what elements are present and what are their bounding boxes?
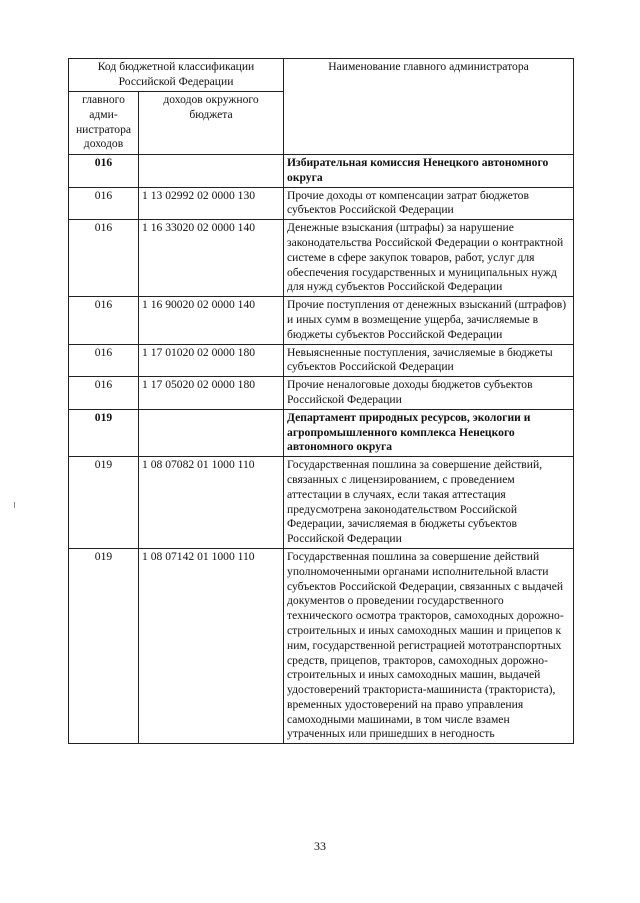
income-code-cell: 1 13 02992 02 0000 130	[139, 187, 284, 220]
income-code-cell: 1 08 07142 01 1000 110	[139, 548, 284, 743]
income-code-cell	[139, 155, 284, 188]
admin-code-cell: 016	[69, 155, 139, 188]
header-group-cell: Код бюджетной классификации Российской Федерации	[69, 59, 284, 92]
table-row	[69, 187, 574, 220]
table-row	[69, 457, 574, 549]
header-name-cell: Наименование главного администратора	[284, 59, 574, 155]
income-name-cell: Денежные взыскания (штрафы) за нарушение законодательства Российской Федерации о контрактной системе в сфере закупок товаров, работ, услуг для обеспечения государственных и муниципальных нужд для нужд субъектов Российской Федерации	[284, 220, 574, 297]
income-code-cell	[139, 409, 284, 456]
admin-code-cell: 016	[69, 377, 139, 410]
income-code-cell: 1 16 33020 02 0000 140	[139, 220, 284, 297]
table-row	[69, 409, 574, 456]
income-name-cell: Государственная пошлина за совершение действий уполномоченными органами исполнительной власти субъектов Российской Федерации, связанных с выдачей документов о проведении государственного технического осмотра тракторов, самоходных дорожно-строительных и иных самоходных машин и прицепов к ним, государственной регистрацией мототранспортных средств, прицепов, тракторов, самоходных дорожно-строительных и иных самоходных машин, выдачей удостоверений тракториста-машиниста (тракториста), временных удостоверений на право управления самоходными машинами, в том числе взамен утраченных или пришедших в негодность	[284, 548, 574, 743]
administrator-name-cell: Избирательная комиссия Ненецкого автономного округа	[284, 155, 574, 188]
income-name-cell: Невыясненные поступления, зачисляемые в бюджеты субъектов Российской Федерации	[284, 344, 574, 377]
table-row	[69, 548, 574, 743]
admin-code-cell: 019	[69, 409, 139, 456]
table-row	[69, 297, 574, 344]
budget-classification-table	[68, 58, 574, 744]
income-name-cell: Государственная пошлина за совершение действий, связанных с лицензированием, с проведением аттестации в случаях, если такая аттестация предусмотрена законодательством Российской Федерации, зачисляемая в бюджеты субъектов Российской Федерации	[284, 457, 574, 549]
admin-code-cell: 016	[69, 187, 139, 220]
scan-mark	[14, 502, 15, 508]
header-row-1	[69, 59, 574, 92]
income-code-cell: 1 17 01020 02 0000 180	[139, 344, 284, 377]
table-row	[69, 155, 574, 188]
income-code-cell: 1 17 05020 02 0000 180	[139, 377, 284, 410]
table-row	[69, 377, 574, 410]
income-name-cell: Прочие поступления от денежных взысканий (штрафов) и иных сумм в возмещение ущерба, зачисляемые в бюджеты субъектов Российской Федерации	[284, 297, 574, 344]
income-name-cell: Прочие неналоговые доходы бюджетов субъектов Российской Федерации	[284, 377, 574, 410]
income-code-cell: 1 08 07082 01 1000 110	[139, 457, 284, 549]
header-income-cell: доходов окружного бюджета	[139, 92, 284, 155]
income-code-cell: 1 16 90020 02 0000 140	[139, 297, 284, 344]
administrator-name-cell: Департамент природных ресурсов, экологии и агропромышленного комплекса Ненецкого автономного округа	[284, 409, 574, 456]
admin-code-cell: 016	[69, 220, 139, 297]
table-row	[69, 220, 574, 297]
income-name-cell: Прочие доходы от компенсации затрат бюджетов субъектов Российской Федерации	[284, 187, 574, 220]
table-row	[69, 344, 574, 377]
admin-code-cell: 016	[69, 344, 139, 377]
page-number: 33	[314, 839, 326, 853]
header-admin-cell: главного адми-нистратора доходов	[69, 92, 139, 155]
admin-code-cell: 019	[69, 548, 139, 743]
admin-code-cell: 016	[69, 297, 139, 344]
admin-code-cell: 019	[69, 457, 139, 549]
